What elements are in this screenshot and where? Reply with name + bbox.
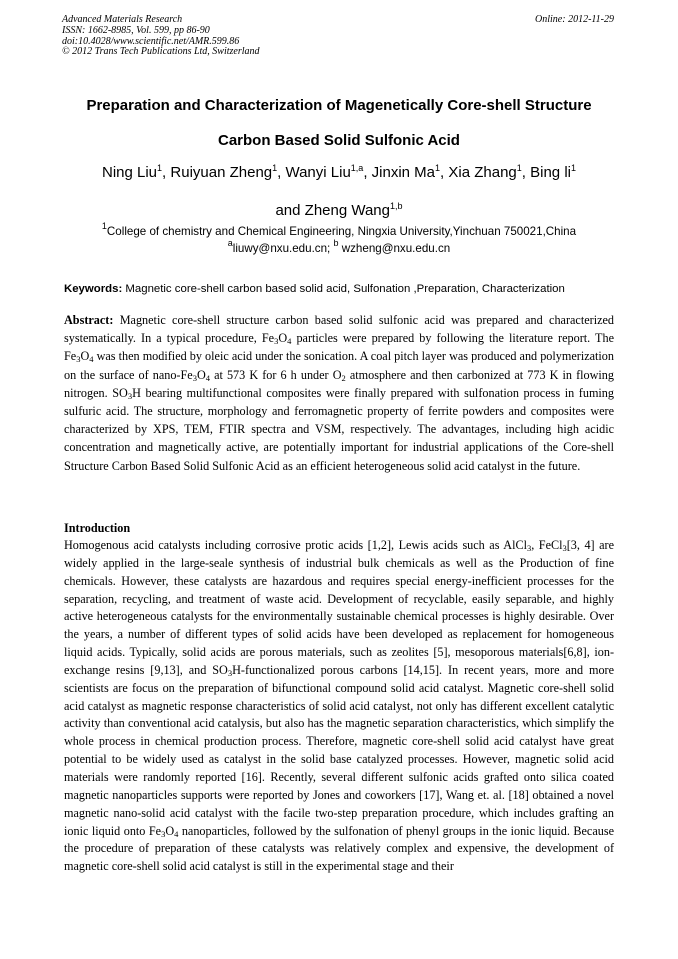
body-text: Homogenous acid catalysts including corrosive protic acids [1,2], Lewis acids such as AlCl: [64, 538, 527, 552]
author-separator: ,: [277, 164, 286, 181]
body-text: , FeCl: [531, 538, 563, 552]
author-separator: ,: [363, 164, 372, 181]
body-text: nanoparticles, followed by the sulfonation of phenyl groups in the ionic liquid. Because the procedure of preparation of these catalysts was relatively complex and expensive, the development of magnetic core-shell solid acid catalyst is still in the experimental stage and their: [64, 823, 614, 874]
affiliation-line: [40, 223, 638, 240]
subscript: 4: [89, 354, 94, 365]
subscript: 2: [341, 372, 346, 383]
abstract-text: O: [278, 331, 288, 346]
subscript: 3: [526, 543, 532, 553]
affiliation-text: College of chemistry and Chemical Engineering, Ningxia University,Yinchuan 750021,China: [106, 225, 577, 238]
subscript: 3: [127, 390, 133, 401]
author-name: and Zheng Wang: [275, 202, 390, 219]
author-affiliation-mark: 1: [272, 163, 278, 173]
online-date: Online: 2012-11-29: [535, 14, 614, 25]
subscript: 3: [562, 543, 567, 553]
author-list: [40, 154, 638, 230]
section-heading-introduction: Introduction: [64, 521, 131, 535]
body-text: H-functionalized porous carbons [14,15]. In recent years, more and more scientists are focus on the preparation of bifunctional compound solid acid catalyst. Magnetic core-shell solid acid catalyst as magnetic response characteristics of solid acid catalyst, not only has different excellent catalytic activity than conventional acid catalysis, but also has the magnetic separation characteristics, which simplify the whole process in chemical production process. Therefore, magnetic core-shell solid acid catalyst have great potential to be widely used as catalyst in the solid base catalyzed processes. However, magnetic solid acid materials were randomly reported [16]. Recently, several different sulfonic acids grafted onto silica coated magnetic nanoparticles supports were reported by Jones and coworkers [17], Wang et. al. [18] obtained a novel magnetic nano-solid acid catalyst with the facile two-step preparation procedure, which includes grafting an ionic liquid onto Fe: [64, 662, 614, 838]
author-line-1: [40, 154, 638, 192]
subscript: 3: [192, 372, 197, 383]
author-name: Wanyi Liu: [285, 164, 351, 181]
subscript: 3: [227, 667, 233, 678]
introduction-body: [64, 537, 614, 876]
journal-header: [62, 15, 614, 58]
author-affiliation-mark: 1: [570, 163, 576, 173]
author-affiliation-mark: 1: [157, 163, 163, 173]
abstract-text: Magnetic core-shell structure carbon based solid sulfonic acid was prepared and characterized systematically. In a typical procedure, Fe: [64, 313, 614, 346]
affiliation-mark: 1: [101, 221, 107, 231]
subscript: 3: [161, 828, 166, 839]
journal-name: Advanced Materials Research: [62, 14, 183, 25]
keywords-label: Keywords:: [64, 283, 123, 295]
abstract-text: H bearing multifunctional composites were finally prepared with sulfonation process in fuming sulfuric acid. The structure, morphology and ferromagnetic property of ferrite powders and composites were characterized by XPS, TEM, FTIR spectra and VSM, respectively. The advantages, including high acidic concentration and magnetically active, are potentially important for industrial applications of the Core-shell Structure Carbon Based Solid Sulfonic Acid as an efficient heterogeneous solid acid catalyst in the future.: [64, 385, 614, 473]
author-affiliation-mark: 1,a: [350, 163, 364, 173]
keywords-text: Magnetic core-shell carbon based solid acid, Sulfonation ,Preparation, Characterization: [125, 283, 565, 295]
author-name: Jinxin Ma: [371, 164, 436, 181]
journal-doi: doi:10.4028/www.scientific.net/AMR.599.86: [62, 35, 240, 47]
author-name: Bing li: [530, 164, 571, 181]
email-a: liuwy@nxu.edu.cn;: [232, 242, 331, 255]
subscript: 4: [287, 336, 292, 347]
abstract: [64, 311, 614, 475]
author-name: Ruiyuan Zheng: [170, 164, 273, 181]
author-name: Xia Zhang: [448, 164, 517, 181]
title-line-1: Preparation and Characterization of Magenetically Core-shell Structure: [86, 97, 592, 114]
body-text: O: [165, 823, 175, 838]
paper-title: [40, 88, 638, 158]
author-affiliation-mark: 1: [435, 163, 441, 173]
subscript: 4: [205, 372, 210, 383]
author-affiliation-mark: 1: [516, 163, 522, 173]
title-line-2: Carbon Based Solid Sulfonic Acid: [218, 132, 460, 149]
journal-copyright: © 2012 Trans Tech Publications Ltd, Switzerland: [62, 46, 260, 58]
subscript: 3: [76, 354, 81, 365]
subscript: 3: [274, 336, 279, 347]
journal-issn: ISSN: 1662-8985, Vol. 599, pp 86-90: [62, 24, 210, 36]
abstract-text: atmosphere and then carbonized at 773 K in flowing nitrogen. SO: [64, 367, 614, 400]
email-mark-a: a: [227, 238, 233, 248]
subscript: 4: [174, 828, 179, 839]
body-text: [3, 4] are widely applied in the large-seale synthesis of industrial bulk chemicals as well as the Production of fine chemicals. However, these catalysts are hazardous and requires special energy-inefficient processes for the separation, recycling, and treatment of waste acid. Development of recyclable, easily separable, and highly active heterogeneous catalysts for the environmentally sustainable chemical processes is highly desirable. Over the years, a number of different types of solid acids have been developed as replacement for homogeneous liquid acids. Typically, solid acids are porous materials, such as zeolites [5], mesoporous materials[6,8], ion-exchange resins [9,13], and SO: [64, 538, 614, 677]
author-affiliation-mark: 1,b: [390, 201, 403, 211]
abstract-text: O: [80, 349, 90, 364]
abstract-text: at 573 K for 6 h under O: [210, 367, 342, 382]
author-separator: ,: [521, 164, 531, 181]
author-separator: ,: [162, 164, 171, 181]
author-separator: ,: [440, 164, 449, 181]
keywords: [64, 281, 616, 297]
email-line: [40, 240, 638, 257]
author-name: Ning Liu: [101, 164, 158, 181]
abstract-text: was then modified by oleic acid under the sonication. A coal pitch layer was produced and polymerization on the surface of nano-Fe: [64, 349, 614, 382]
abstract-label: Abstract:: [64, 313, 114, 327]
email-mark-b: b: [333, 238, 339, 248]
affiliation-block: [40, 223, 638, 257]
email-b: wzheng@nxu.edu.cn: [341, 242, 451, 255]
abstract-text: O: [196, 367, 206, 382]
abstract-text: particles were prepared by following the literature report. The Fe: [64, 331, 614, 364]
